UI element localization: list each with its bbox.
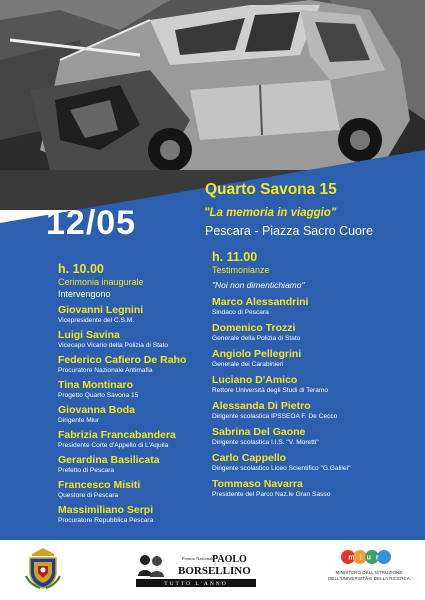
speaker-role: Dirigente scolastica I.I.S. "V. Moretti" <box>212 439 319 446</box>
speaker-name: Fabrizia Francabandera <box>58 429 176 441</box>
speaker-name: Tina Montinaro <box>58 379 134 391</box>
speaker-role: Prefetto di Pescara <box>58 467 115 474</box>
speaker-name: Angiolo Pellegrini <box>212 348 302 360</box>
speaker-item <box>212 348 412 369</box>
premio-name-paolo: PAOLO <box>212 554 247 565</box>
portraits-icon <box>136 552 166 578</box>
morning-time: h. 10.00 <box>58 262 104 276</box>
speaker-name: Luigi Savina <box>58 329 120 341</box>
speaker-item <box>58 454 218 475</box>
miur-caption-line1: MINISTERO DELL'ISTRUZIONE <box>335 570 403 575</box>
speaker-role: Progetto Quarto Savona 15 <box>58 392 139 399</box>
morning-section: Cerimonia inaugurale <box>58 277 144 287</box>
speaker-item <box>212 426 412 447</box>
event-date: 12/05 <box>46 204 137 242</box>
event-subtitle: "La memoria in viaggio" <box>204 207 337 219</box>
speaker-role: Questore di Pescara <box>58 492 119 499</box>
speaker-item <box>58 354 218 375</box>
speaker-role: Dirigente scolastica IPSSEOA F. De Cecco <box>212 413 338 420</box>
testimonies-speakers <box>212 296 412 499</box>
speaker-name: Domenico Trozzi <box>212 322 296 334</box>
speaker-role: Procuratore Repubblica Pescara <box>58 517 154 524</box>
testimonies-section: Testimonianze <box>212 265 270 275</box>
speaker-name: Tommaso Navarra <box>212 478 303 490</box>
speaker-role: Generale dei Carabinieri <box>212 361 284 368</box>
miur-caption <box>326 570 412 582</box>
speaker-name: Massimiliano Serpi <box>58 504 154 516</box>
miur-logo <box>338 545 398 567</box>
morning-program <box>58 262 218 525</box>
premio-tagline: TUTTO L'ANNO <box>164 581 228 587</box>
speaker-name: Francesco Misiti <box>58 479 141 491</box>
event-place: Pescara - Piazza Sacro Cuore <box>205 224 374 238</box>
speaker-name: Gerardina Basilicata <box>58 454 160 466</box>
speaker-item <box>212 322 412 343</box>
police-emblem-icon <box>24 546 62 590</box>
speaker-item <box>58 479 218 500</box>
speaker-role: Rettore Università degli Studi di Teramo <box>212 387 329 394</box>
speaker-role: Presidente del Parco Naz.le Gran Sasso <box>212 491 331 498</box>
speaker-name: Giovanni Legnini <box>58 304 144 316</box>
speaker-item <box>212 400 412 421</box>
miur-caption-line2: DELL'UNIVERSITÀ E DELLA RICERCA <box>328 576 410 581</box>
speaker-role: Procuratore Nazionale Antimafia <box>58 367 153 374</box>
speaker-name: Marco Alessandrini <box>212 296 309 308</box>
speaker-item <box>58 504 218 525</box>
testimonies-time: h. 11.00 <box>212 250 258 264</box>
speaker-name: Luciano D'Amico <box>212 374 298 386</box>
premio-borsellino-logo <box>136 550 256 588</box>
speaker-item <box>212 478 412 499</box>
speaker-item <box>58 329 218 350</box>
speaker-role: Presidente Corte d'Appello di L'Aquila <box>58 442 169 449</box>
speaker-item <box>58 404 218 425</box>
premio-name-borsellino: BORSELLINO <box>178 565 251 577</box>
speaker-item <box>58 304 218 325</box>
speaker-role: Generale della Polizia di Stato <box>212 335 301 342</box>
miur-logo-text: miur <box>348 554 384 562</box>
testimonies-program <box>212 250 412 499</box>
speaker-item <box>212 374 412 395</box>
speaker-item <box>58 379 218 400</box>
speaker-role: Dirigente Miur <box>58 417 100 424</box>
morning-intro: Intervengono <box>58 289 111 299</box>
speaker-item <box>212 452 412 473</box>
speaker-name: Federico Cafiero De Raho <box>58 354 187 366</box>
event-title: Quarto Savona 15 <box>205 181 337 198</box>
speaker-name: Carlo Cappello <box>212 452 287 464</box>
speaker-item <box>58 429 218 450</box>
speaker-item <box>212 296 412 317</box>
speaker-name: Alessanda Di Pietro <box>212 400 311 412</box>
speaker-role: Sindaco di Pescara <box>212 309 269 316</box>
speaker-role: Vicepresidente del C.S.M. <box>58 317 135 324</box>
testimonies-quote: "Noi non dimentichiamo" <box>212 280 305 290</box>
morning-speakers <box>58 304 218 525</box>
speaker-role: Dirigente scolastico Liceo Scientifico "G.Galilei" <box>212 465 351 472</box>
speaker-role: Vicecapo Vicario della Polizia di Stato <box>58 342 169 349</box>
speaker-name: Giovanna Boda <box>58 404 136 416</box>
premio-small-label: Premio Nazionale <box>182 556 215 561</box>
speaker-name: Sabrina Del Gaone <box>212 426 306 438</box>
